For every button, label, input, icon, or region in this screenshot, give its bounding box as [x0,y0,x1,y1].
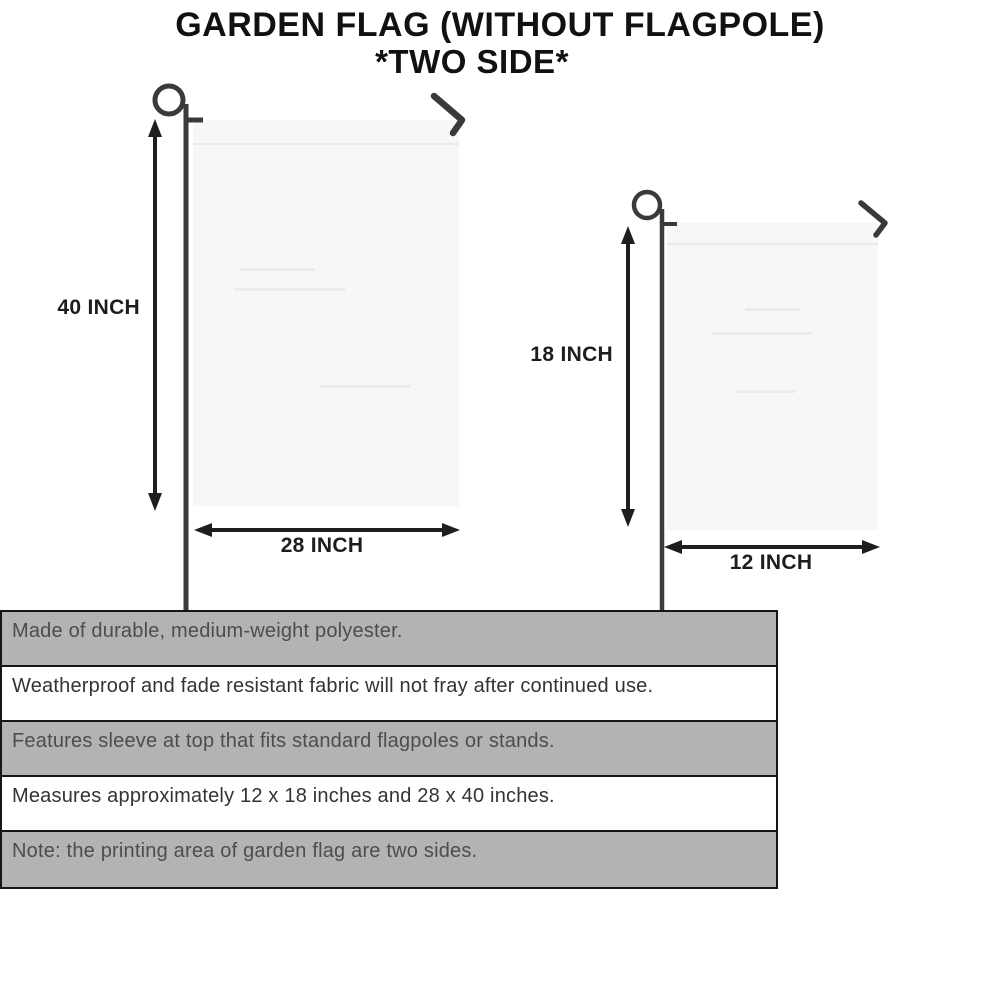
feature-row: Weatherproof and fade resistant fabric will not fray after continued use. [2,667,776,722]
small-height-label: 18 INCH [530,343,613,366]
large-height-label: 40 INCH [57,296,140,319]
small-width-label: 12 INCH [729,551,813,574]
large-height-arrow [148,119,162,511]
page-title: GARDEN FLAG (WITHOUT FLAGPOLE) [175,6,825,44]
flag-watermark [240,268,315,271]
large-width-label: 28 INCH [280,534,364,557]
small-pole-loop [634,192,660,218]
feature-row: Measures approximately 12 x 18 inches and 28 x 40 inches. [2,777,776,832]
flag-watermark [745,308,800,311]
small-flag-group [621,192,885,611]
flag-watermark [320,385,410,388]
page-subtitle: *TWO SIDE* [375,43,569,80]
small-flag-fabric [667,223,878,530]
feature-row: Note: the printing area of garden flag are two sides. [2,832,776,887]
feature-row: Made of durable, medium-weight polyester. [2,612,776,667]
large-pole-loop [155,86,183,114]
flag-watermark [712,332,812,335]
flag-watermark [735,390,795,393]
large-flag-fabric [193,120,459,506]
small-height-arrow [621,226,635,527]
flag-watermark [235,288,345,291]
feature-row: Features sleeve at top that fits standard flagpoles or stands. [2,722,776,777]
large-flag-group [148,86,462,611]
feature-table [0,610,778,889]
